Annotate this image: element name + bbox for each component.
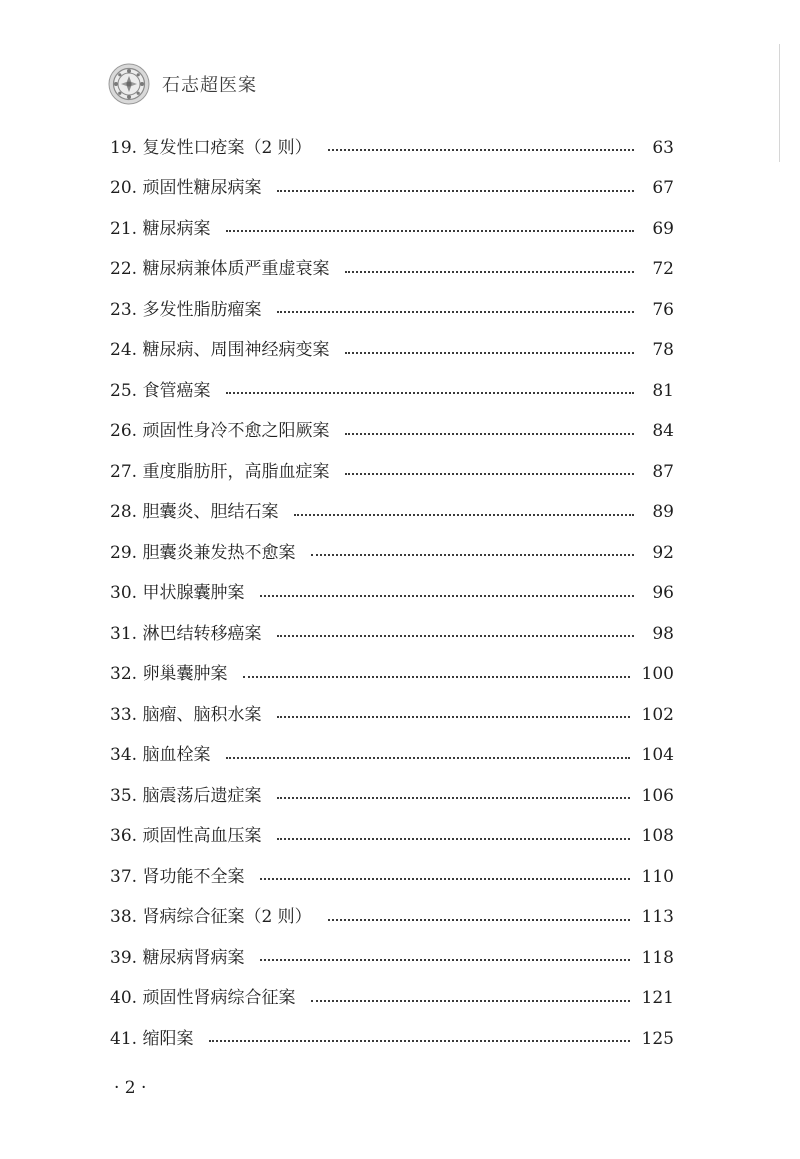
toc-entry-title: 36. 顽固性高血压案 <box>110 826 262 847</box>
dot-leader <box>226 392 634 394</box>
toc-entry[interactable] <box>110 857 674 898</box>
dot-leader <box>226 757 629 759</box>
toc-entry[interactable] <box>110 695 674 736</box>
toc-entry-title: 40. 顽固性肾病综合征案 <box>110 988 296 1009</box>
page-edge-line <box>779 44 780 162</box>
toc-entry[interactable] <box>110 655 674 696</box>
toc-entry-title: 41. 缩阳案 <box>110 1028 194 1049</box>
dot-leader <box>226 230 634 232</box>
toc-entry[interactable] <box>110 979 674 1020</box>
toc-entry-title: 19. 复发性口疮案（2 则） <box>110 137 312 158</box>
dot-leader <box>277 838 629 840</box>
dot-leader <box>328 149 634 151</box>
toc-entry-page-number: 98 <box>652 623 674 644</box>
toc-entry-page-number: 106 <box>641 785 674 806</box>
toc-entry-title: 34. 脑血栓案 <box>110 745 211 766</box>
toc-entry-page-number: 63 <box>652 137 674 158</box>
toc-entry-page-number: 84 <box>652 421 674 442</box>
toc-entry[interactable] <box>110 938 674 979</box>
dot-leader <box>277 716 629 718</box>
dot-leader <box>277 311 634 313</box>
toc-entry-title: 32. 卵巢囊肿案 <box>110 664 228 685</box>
toc-entry-page-number: 96 <box>652 583 674 604</box>
toc-entry-title: 26. 顽固性身冷不愈之阳厥案 <box>110 421 330 442</box>
table-of-contents <box>110 128 674 1060</box>
toc-entry[interactable] <box>110 614 674 655</box>
page-number: · 2 · <box>114 1078 147 1098</box>
toc-entry[interactable] <box>110 169 674 210</box>
toc-entry[interactable] <box>110 574 674 615</box>
toc-entry-page-number: 78 <box>652 340 674 361</box>
toc-entry-page-number: 81 <box>652 380 674 401</box>
dot-leader <box>345 271 634 273</box>
toc-entry-page-number: 108 <box>641 826 674 847</box>
toc-entry-title: 24. 糖尿病、周围神经病变案 <box>110 340 330 361</box>
dot-leader <box>260 878 629 880</box>
toc-entry-page-number: 69 <box>652 218 674 239</box>
toc-entry[interactable] <box>110 817 674 858</box>
dot-leader <box>277 797 629 799</box>
dot-leader <box>277 635 634 637</box>
toc-entry-title: 25. 食管癌案 <box>110 380 211 401</box>
toc-entry[interactable] <box>110 128 674 169</box>
toc-entry-title: 22. 糖尿病兼体质严重虚衰案 <box>110 259 330 280</box>
toc-entry-page-number: 113 <box>641 907 674 928</box>
toc-entry-title: 21. 糖尿病案 <box>110 218 211 239</box>
dot-leader <box>311 554 634 556</box>
dot-leader <box>345 433 634 435</box>
toc-entry[interactable] <box>110 290 674 331</box>
toc-entry-page-number: 121 <box>641 988 674 1009</box>
toc-entry[interactable] <box>110 736 674 777</box>
toc-entry[interactable] <box>110 331 674 372</box>
toc-entry[interactable] <box>110 1019 674 1060</box>
toc-entry[interactable] <box>110 209 674 250</box>
dot-leader <box>328 919 630 921</box>
dot-leader <box>209 1040 629 1042</box>
toc-entry[interactable] <box>110 533 674 574</box>
toc-entry-title: 20. 顽固性糖尿病案 <box>110 178 262 199</box>
dot-leader <box>294 514 634 516</box>
toc-entry-title: 27. 重度脂肪肝，高脂血症案 <box>110 461 330 482</box>
dot-leader <box>260 595 634 597</box>
toc-entry-page-number: 118 <box>641 947 674 968</box>
toc-entry-title: 37. 肾功能不全案 <box>110 866 245 887</box>
toc-entry[interactable] <box>110 371 674 412</box>
book-title: 石志超医案 <box>162 75 257 96</box>
toc-entry[interactable] <box>110 776 674 817</box>
dot-leader <box>243 676 629 678</box>
dot-leader <box>345 473 634 475</box>
toc-entry-title: 35. 脑震荡后遗症案 <box>110 785 262 806</box>
toc-entry-title: 29. 胆囊炎兼发热不愈案 <box>110 542 296 563</box>
toc-entry-page-number: 110 <box>641 866 674 887</box>
dot-leader <box>311 1000 629 1002</box>
toc-entry-page-number: 100 <box>641 664 674 685</box>
toc-entry-page-number: 89 <box>652 502 674 523</box>
toc-entry-title: 33. 脑瘤、脑积水案 <box>110 704 262 725</box>
toc-entry-title: 30. 甲状腺囊肿案 <box>110 583 245 604</box>
toc-entry[interactable] <box>110 412 674 453</box>
toc-entry-page-number: 125 <box>641 1028 674 1049</box>
toc-entry-title: 39. 糖尿病肾病案 <box>110 947 245 968</box>
toc-entry[interactable] <box>110 250 674 291</box>
toc-entry[interactable] <box>110 452 674 493</box>
toc-entry-title: 28. 胆囊炎、胆结石案 <box>110 502 279 523</box>
toc-entry-title: 31. 淋巴结转移癌案 <box>110 623 262 644</box>
toc-entry-page-number: 87 <box>652 461 674 482</box>
toc-entry-page-number: 104 <box>641 745 674 766</box>
toc-entry-title: 23. 多发性脂肪瘤案 <box>110 299 262 320</box>
toc-entry-title: 38. 肾病综合征案（2 则） <box>110 907 312 928</box>
dot-leader <box>260 959 629 961</box>
toc-entry-page-number: 92 <box>652 542 674 563</box>
toc-entry[interactable] <box>110 493 674 534</box>
toc-entry-page-number: 72 <box>652 259 674 280</box>
toc-entry[interactable] <box>110 898 674 939</box>
ornamental-medallion-icon <box>108 63 150 105</box>
dot-leader <box>345 352 634 354</box>
running-header <box>108 62 257 106</box>
toc-entry-page-number: 102 <box>641 704 674 725</box>
toc-entry-page-number: 67 <box>652 178 674 199</box>
dot-leader <box>277 190 634 192</box>
toc-entry-page-number: 76 <box>652 299 674 320</box>
